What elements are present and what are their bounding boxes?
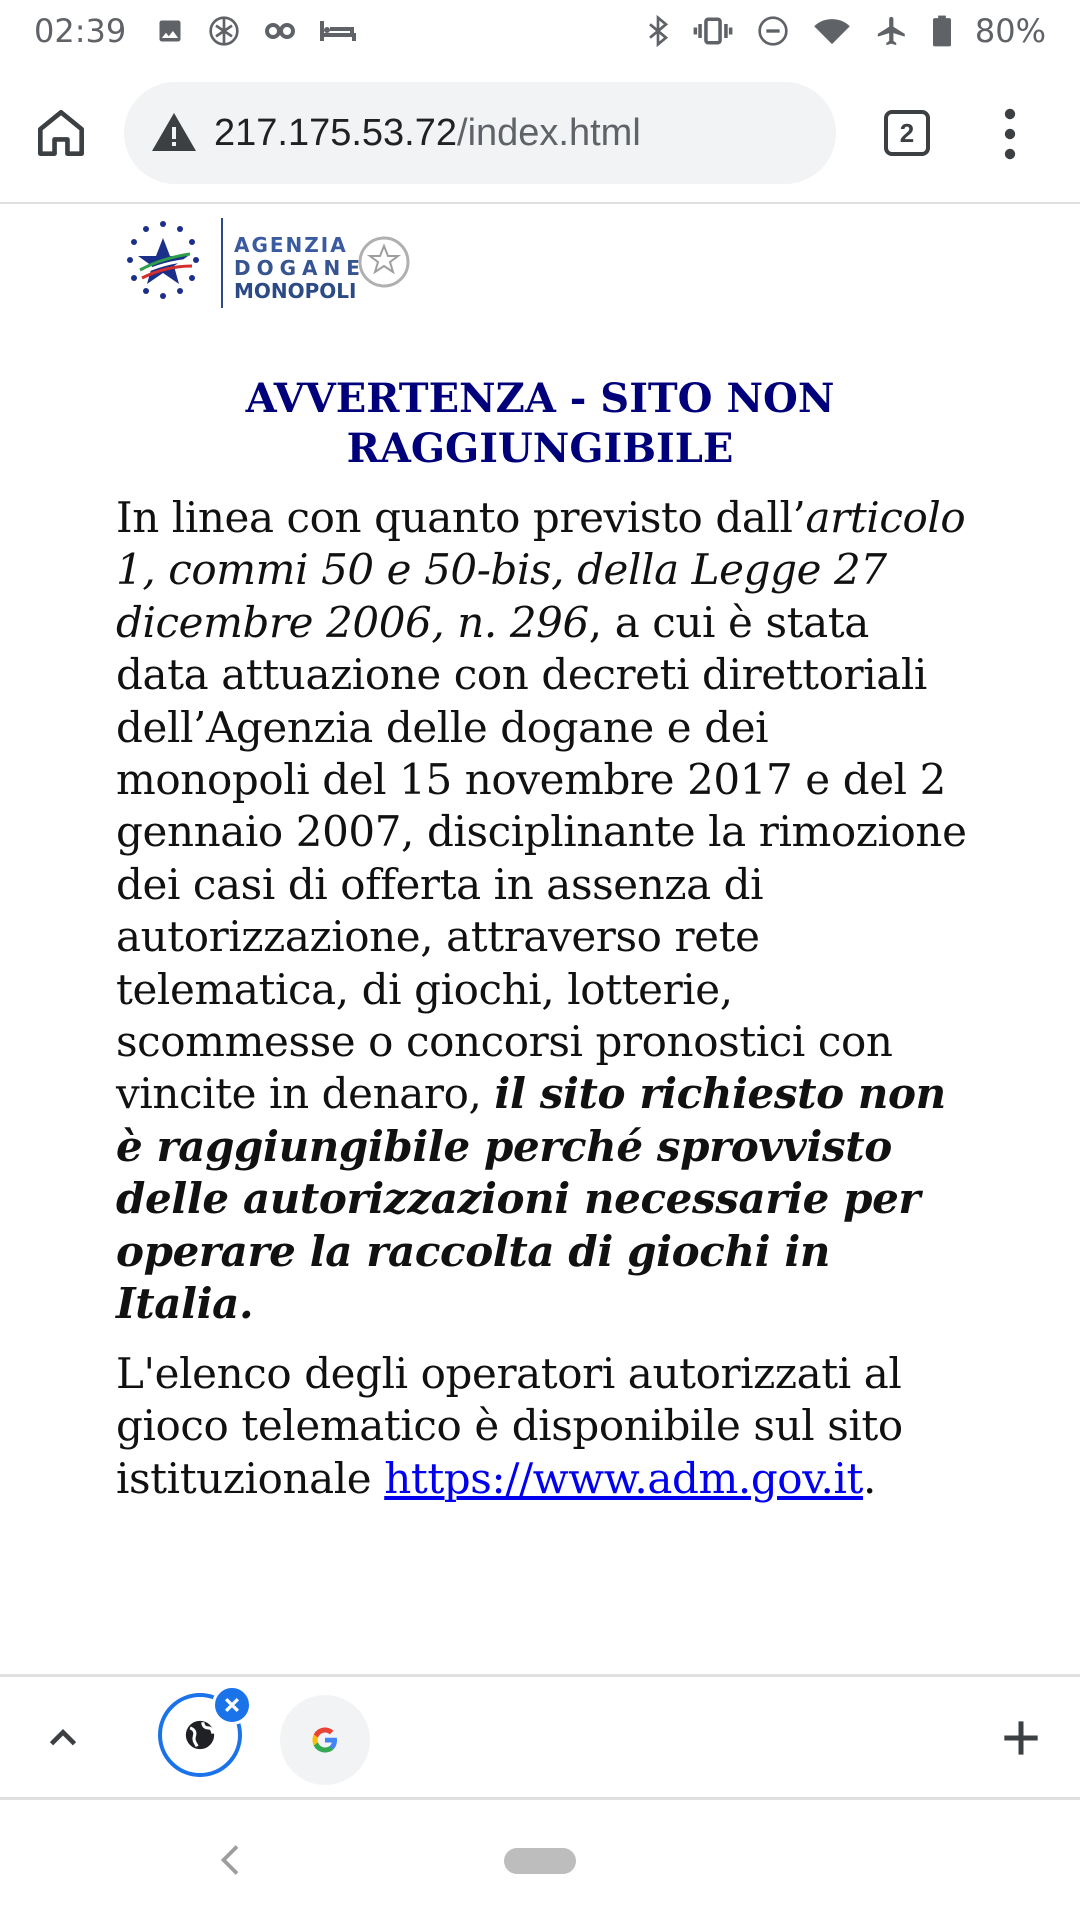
image-icon (156, 17, 184, 45)
page-title: AVVERTENZA - SITO NON RAGGIUNGIBILE (245, 375, 835, 472)
adm-link[interactable]: https://www.adm.gov.it (384, 1453, 863, 1503)
close-icon (222, 1695, 242, 1715)
url-text[interactable] (214, 112, 641, 155)
logo-line-agenzia: AGENZIA (234, 233, 348, 257)
home-pill[interactable] (504, 1848, 576, 1874)
vibrate-icon (693, 16, 733, 46)
browser-toolbar (0, 62, 1080, 204)
tab-strip (0, 1674, 1080, 1800)
operators-end: . (863, 1453, 876, 1503)
republic-emblem-icon (360, 238, 408, 286)
adm-logo (112, 210, 416, 316)
system-nav-bar (0, 1800, 1080, 1920)
back-icon (216, 1842, 246, 1878)
not-secure-warning-icon[interactable] (150, 109, 198, 157)
status-time: 02:39 (34, 12, 127, 50)
eu-stars-icon (127, 221, 199, 299)
google-tab[interactable] (280, 1695, 370, 1785)
glasses-icon (264, 19, 296, 43)
menu-button[interactable] (990, 106, 1030, 162)
battery-icon (933, 15, 951, 47)
url-path: /index.html (457, 111, 641, 154)
logo-line-dogane: DOGANE (234, 256, 366, 280)
battery-percent: 80% (974, 12, 1046, 50)
web-page-content (0, 206, 1080, 1674)
agency-name (234, 234, 366, 303)
plus-icon (996, 1713, 1046, 1763)
airplane-icon (875, 14, 909, 48)
dnd-icon (757, 15, 789, 47)
logo-line-monopoli: MONOPOLI (234, 279, 357, 303)
status-bar (0, 0, 1080, 62)
notice-intro: In linea con quanto previsto dall’ (116, 493, 806, 542)
url-host: 217.175.53.72 (214, 111, 458, 154)
new-tab-button[interactable] (996, 1713, 1046, 1763)
law-reference: articolo 1, commi 50 e 50-bis, della Legge 27 dicembre 2006, n. 296 (116, 493, 966, 647)
more-vert-icon (990, 106, 1030, 162)
tab-count: 2 (899, 117, 915, 148)
notice-paragraph (116, 492, 968, 1331)
vpn-icon (208, 15, 240, 47)
address-bar[interactable] (124, 82, 836, 184)
notice-body: , a cui è stata data attuazione con decreti direttoriali dell’Agenzia delle dogane e dei monopoli del 15 novembre 2017 e del 2 gennaio 2007, disciplinante la rimozione dei casi di offerta in assenza di autorizzazione, attraverso rete telematica, di giochi, lotterie, scommesse o concorsi pronostici con vincite in denaro, (116, 597, 967, 1119)
notice-emphasis: il sito richiesto non è raggiungibile perché sprovvisto delle autorizzazioni necessarie per operare la raccolta di giochi in Italia. (116, 1069, 946, 1329)
globe-icon (183, 1718, 217, 1752)
home-button[interactable] (30, 102, 92, 164)
bed-icon (320, 17, 356, 45)
wifi-icon (813, 16, 851, 46)
chevron-up-icon (40, 1715, 86, 1761)
back-button[interactable] (216, 1842, 246, 1878)
expand-tabs-button[interactable] (40, 1715, 86, 1761)
tab-switcher-button[interactable] (884, 110, 930, 156)
operators-paragraph (116, 1348, 968, 1505)
bluetooth-icon (647, 15, 669, 47)
operators-text: L'elenco degli operatori autorizzati al gioco telematico è disponibile sul sito istituzionale (116, 1349, 903, 1503)
close-tab-button[interactable] (212, 1685, 252, 1725)
google-icon (310, 1725, 340, 1755)
home-icon (30, 102, 92, 164)
